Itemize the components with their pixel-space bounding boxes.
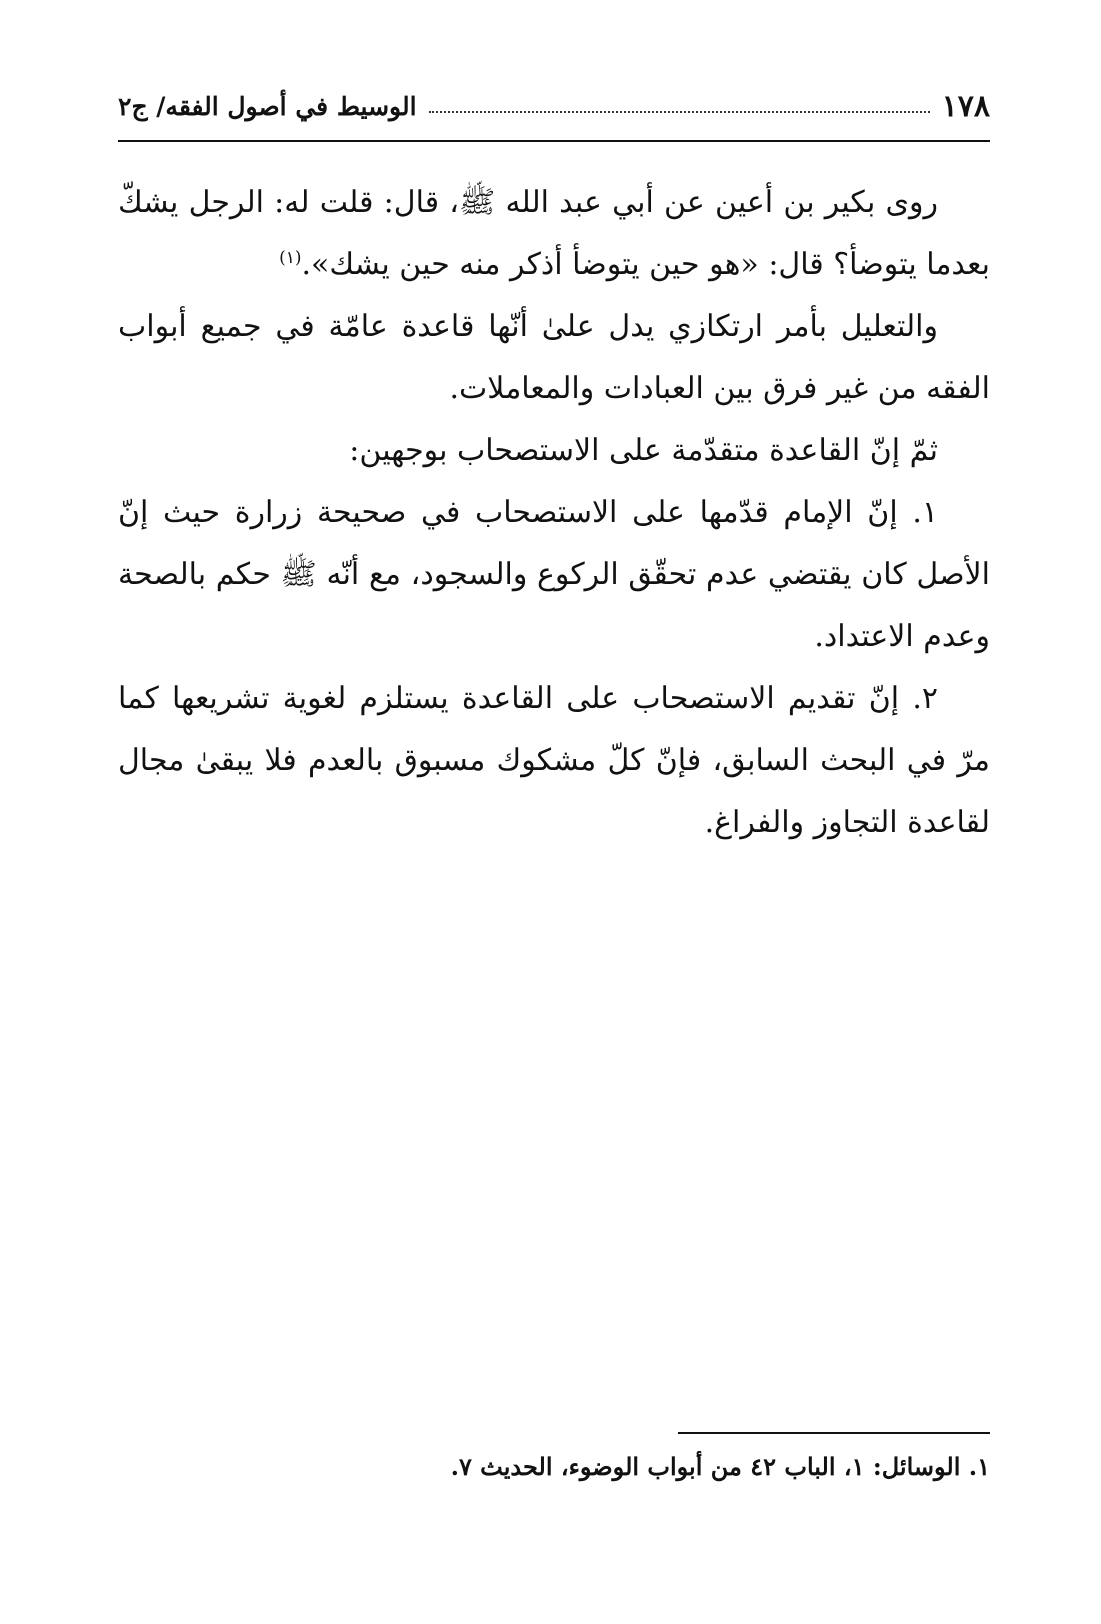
paragraph-precedence-intro: ثمّ إنّ القاعدة متقدّمة على الاستصحاب بوجهين: — [349, 433, 938, 468]
main-text — [118, 172, 990, 854]
paragraph-narration — [118, 172, 990, 296]
footnote-reference[interactable]: (١) — [279, 248, 302, 268]
paragraph-reasoning: والتعليل بأمر ارتكازي يدل علىٰ أنّها قاعدة عامّة في جميع أبواب الفقه من غير فرق بين العبادات والمعاملات. — [118, 309, 990, 406]
page-number: ١٧٨ — [941, 88, 990, 124]
paragraph-point-two: ٢. إنّ تقديم الاستصحاب على القاعدة يستلزم لغوية تشريعها كما مرّ في البحث السابق، فإنّ كلّ مشكوك مسبوق بالعدم فلا يبقىٰ مجال لقاعدة التجاوز والفراغ. — [118, 681, 990, 840]
page-header — [118, 84, 990, 128]
header-rule — [118, 140, 990, 142]
footnote-rule — [678, 1432, 990, 1434]
header-dotted-leader — [429, 111, 930, 113]
paragraph-narration-text: روى بكير بن أعين عن أبي عبد الله ﷺ، قال: قلت له: الرجل يشكّ بعدما يتوضأ؟ قال: «هو حين يتوضأ أذكر منه حين يشك». — [118, 185, 990, 282]
paragraph-point-one: ١. إنّ الإمام قدّمها على الاستصحاب في صحيحة زرارة حيث إنّ الأصل كان يقتضي عدم تحقّق الركوع والسجود، مع أنّه ﷺ حكم بالصحة وعدم الاعتداد. — [118, 495, 990, 654]
footnote: ١. الوسائل: ١، الباب ٤٢ من أبواب الوضوء، الحديث ٧. — [450, 1452, 990, 1481]
running-title: الوسيط في أصول الفقه/ ج٢ — [118, 91, 417, 121]
